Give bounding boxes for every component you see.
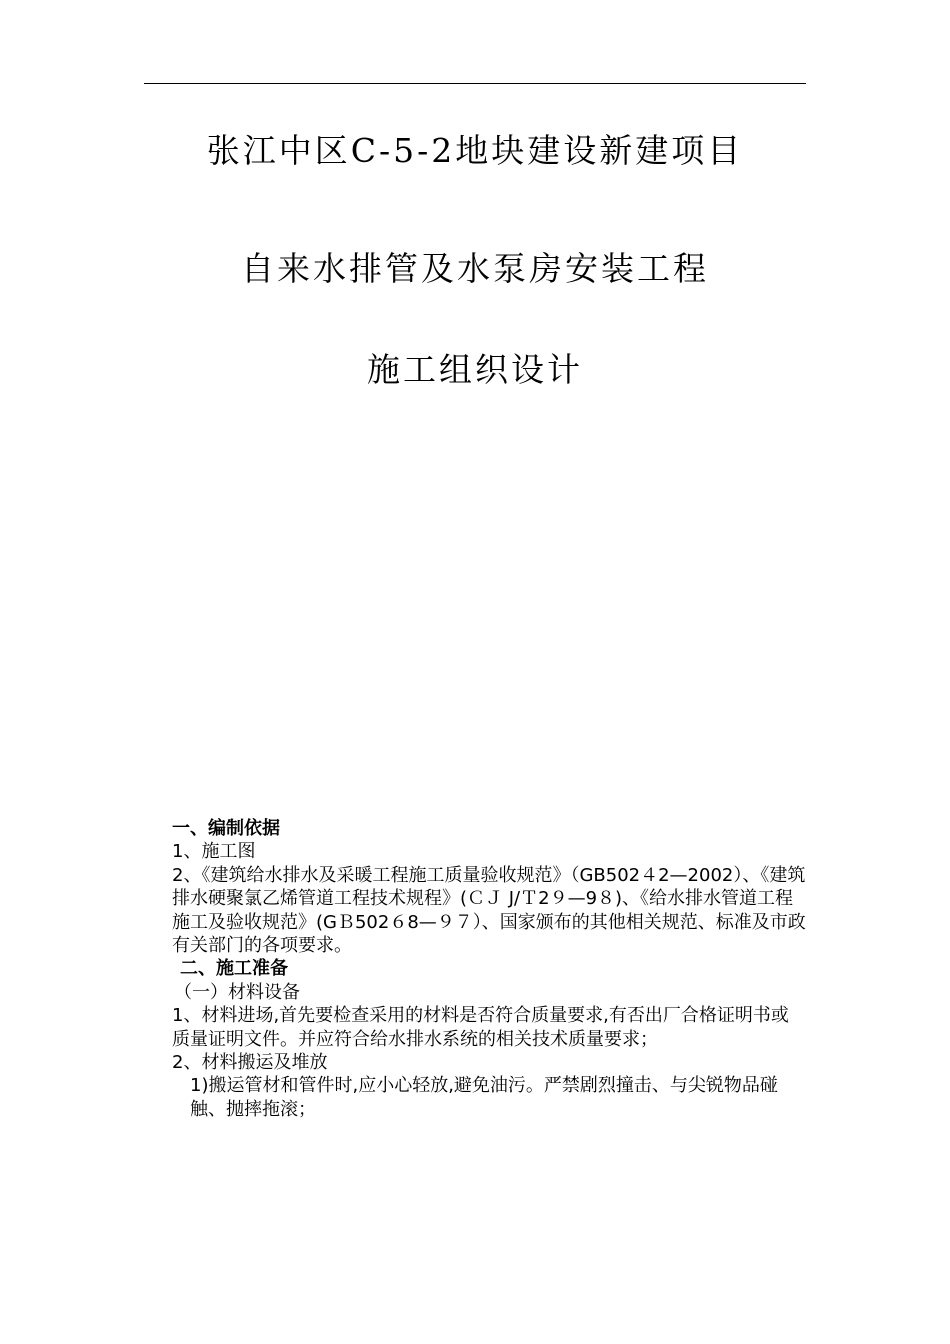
section-heading-basis: 一、编制依据 [172,818,280,839]
title-line-2: 自来水排管及水泵房安装工程 [241,249,709,288]
section-heading-preparation: 二、施工准备 [180,958,288,980]
title-line-1: 张江中区C-5-2地块建设新建项目 [206,131,744,170]
document-body [144,817,806,1121]
paragraph-handling-rule: 1)搬运管材和管件时,应小心轻放,避免油污。严禁剧烈撞击、与尖锐物品碰触、抛摔拖滚； [190,1075,778,1120]
paragraph-drawings: 1、施工图 [172,841,256,863]
subsection-materials: （一）材料设备 [174,981,300,1003]
paragraph-material-inspection: 1、材料进场,首先要检查采用的材料是否符合质量要求,有否出厂合格证明书或质量证明文件。并应符合给水排水系统的相关技术质量要求； [172,1005,789,1050]
paragraph-material-handling: 2、材料搬运及堆放 [172,1052,328,1074]
header-rule [144,83,806,84]
paragraph-standards: 2、《建筑给水排水及采暖工程施工质量验收规范》（GB502４2—2002）、《建筑排水硬聚氯乙烯管道工程技术规程》(ＣＪ J/Ｔ2９—9８)、《给水排水管道工程施工及验收规范》(GＢ502６8—９７）、国家颁布的其他相关规范、标准及市政有关部门的各项要求。 [172,864,806,957]
title-line-3: 施工组织设计 [367,350,583,389]
